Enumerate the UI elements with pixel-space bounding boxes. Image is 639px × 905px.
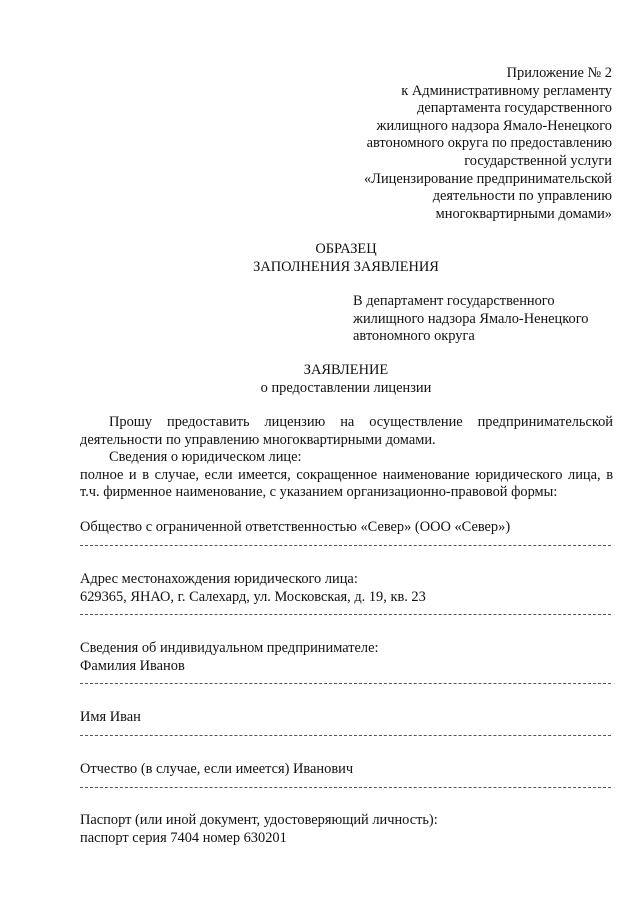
sample-line-1: ОБРАЗЕЦ [315, 241, 377, 257]
surname-value: Фамилия Иванов [80, 657, 185, 674]
first-name-value: Имя Иван [80, 709, 141, 725]
dashed-line [80, 787, 611, 788]
appendix-line: автономного округа по предоставлению [366, 135, 612, 152]
dashed-line [80, 735, 611, 736]
appendix-block [364, 65, 612, 223]
appendix-line: департамента государственного [417, 100, 612, 117]
dashed-line [80, 683, 611, 684]
addressee-line: автономного округа [353, 328, 475, 345]
request-line-1: Прошу предоставить лицензию на осуществление предпринимательской [109, 414, 613, 430]
first-name-field [80, 709, 614, 727]
passport-field [80, 812, 614, 847]
appendix-line: Приложение № 2 [506, 65, 612, 81]
patronymic-value: Отчество (в случае, если имеется) Иванович [80, 761, 354, 777]
addressee-block [353, 293, 588, 346]
ip-header: Сведения об индивидуальном предпринимателе: [80, 640, 379, 656]
dashed-line [80, 545, 611, 546]
patronymic-field [80, 761, 614, 779]
appendix-line: к Административному регламенту [401, 82, 612, 99]
ip-field [80, 640, 614, 675]
org-name-value: Общество с ограниченной ответственностью «Север» (ООО «Север») [80, 519, 511, 535]
appendix-line: жилищного надзора Ямало-Ненецкого [376, 117, 612, 134]
address-label: Адрес местонахождения юридического лица: [80, 571, 358, 587]
passport-label: Паспорт (или иной документ, удостоверяющий личность): [80, 812, 438, 828]
appendix-line: «Лицензирование предпринимательской [363, 170, 612, 187]
passport-value: паспорт серия 7404 номер 630201 [80, 829, 287, 846]
legal-entity-header: Сведения о юридическом лице: [109, 449, 302, 466]
name-hint-line-2: т.ч. фирменное наименование, с указанием организационно-правовой формы: [80, 484, 558, 501]
sample-heading [0, 241, 639, 276]
appendix-line: деятельности по управлению [432, 188, 612, 205]
request-line-2: деятельности по управлению многоквартирными домами. [80, 431, 436, 448]
addressee-line: жилищного надзора Ямало-Ненецкого [353, 310, 589, 327]
sample-line-2: ЗАПОЛНЕНИЯ ЗАЯВЛЕНИЯ [253, 258, 439, 275]
appendix-line: государственной услуги [464, 152, 612, 169]
name-hint-line-1: полное и в случае, если имеется, сокращенное наименование юридического лица, в [80, 466, 613, 483]
title-subheading: о предоставлении лицензии [260, 379, 432, 396]
title-heading: ЗАЯВЛЕНИЕ [303, 362, 389, 378]
dashed-line [80, 614, 611, 615]
org-name-field [80, 519, 614, 537]
request-body [80, 414, 613, 502]
addressee-line: В департамент государственного [353, 293, 555, 309]
address-field [80, 571, 614, 606]
application-title [0, 362, 639, 397]
address-value: 629365, ЯНАО, г. Салехард, ул. Московская, д. 19, кв. 23 [80, 588, 426, 605]
appendix-line: многоквартирными домами» [435, 205, 612, 222]
